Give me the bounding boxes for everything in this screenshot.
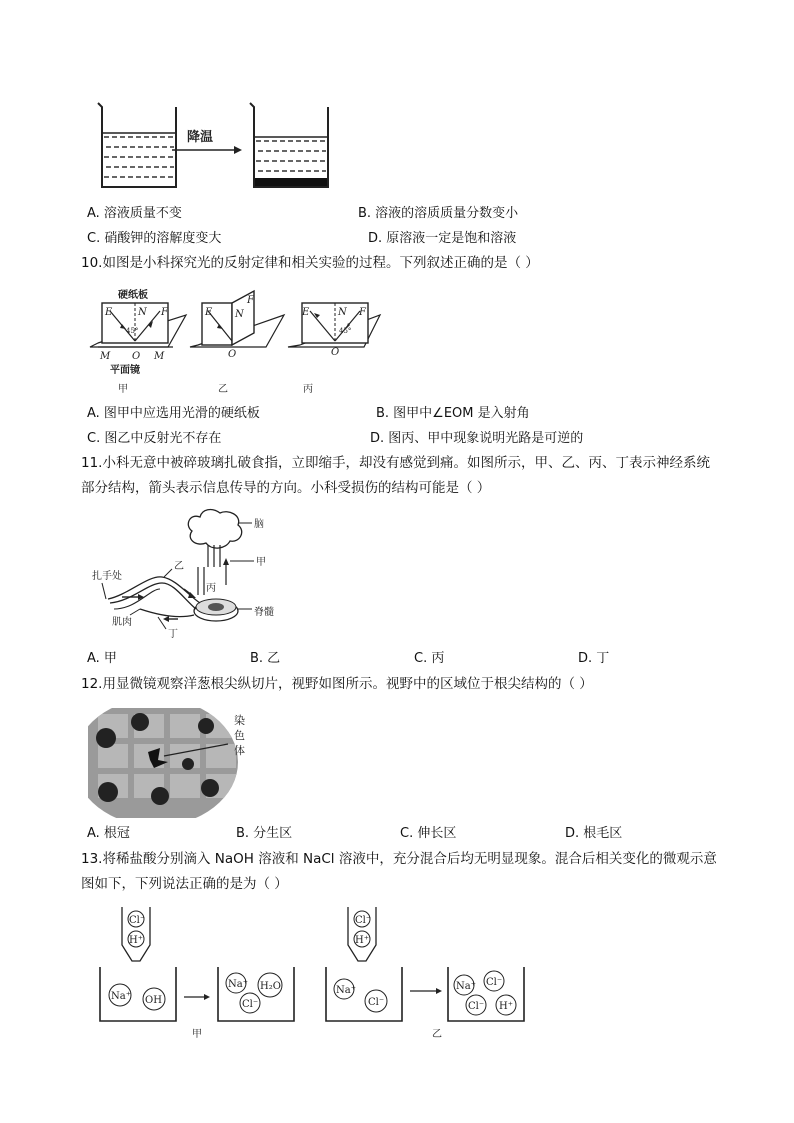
svg-text:Na⁺: Na⁺ bbox=[456, 981, 476, 992]
svg-text:O: O bbox=[331, 347, 340, 358]
q10-option-b: B. 图甲中∠EOM 是入射角 bbox=[376, 406, 530, 421]
svg-text:N: N bbox=[338, 307, 347, 318]
svg-text:H₂O: H₂O bbox=[260, 981, 281, 992]
svg-text:E: E bbox=[302, 307, 310, 318]
q9-option-b: B. 溶液的溶质质量分数变小 bbox=[358, 206, 519, 221]
svg-text:脊髓: 脊髓 bbox=[254, 607, 274, 618]
svg-text:丙: 丙 bbox=[206, 583, 216, 594]
svg-text:M: M bbox=[100, 351, 111, 362]
svg-text:H⁺: H⁺ bbox=[499, 1001, 513, 1012]
svg-text:Cl⁻: Cl⁻ bbox=[368, 997, 385, 1008]
svg-text:H⁺: H⁺ bbox=[355, 935, 369, 946]
svg-text:乙: 乙 bbox=[218, 384, 228, 395]
q9-option-c: C. 硝酸钾的溶解度变大 bbox=[87, 231, 222, 246]
q9-option-a: A. 溶液质量不变 bbox=[87, 206, 182, 221]
svg-text:丁: 丁 bbox=[168, 629, 178, 640]
svg-text:45°: 45° bbox=[339, 327, 352, 335]
crystal-precipitate bbox=[255, 178, 327, 186]
svg-text:E: E bbox=[105, 307, 113, 318]
q11-option-c: C. 丙 bbox=[414, 651, 445, 666]
svg-text:E: E bbox=[205, 307, 213, 318]
svg-text:F: F bbox=[161, 307, 168, 318]
svg-text:45°: 45° bbox=[126, 327, 139, 335]
svg-text:Cl⁻: Cl⁻ bbox=[486, 977, 503, 988]
q10-option-d: D. 图丙、甲中现象说明光路是可逆的 bbox=[370, 431, 584, 446]
svg-text:Na⁺: Na⁺ bbox=[336, 985, 356, 996]
q13-stem-line2: 图如下，下列说法正确的是为（ ） bbox=[81, 876, 288, 892]
mirror-label: 平面镜 bbox=[110, 365, 140, 376]
q12-option-b: B. 分生区 bbox=[236, 826, 293, 841]
q11-stem-line1: 11.小科无意中被碎玻璃扎破食指，立即缩手，却没有感觉到痛。如图所示，甲、乙、丙、丁表示神经系统 bbox=[81, 455, 710, 471]
q10-stem: 10.如图是小科探究光的反射定律和相关实验的过程。下列叙述正确的是（ ） bbox=[81, 255, 539, 271]
svg-text:体: 体 bbox=[234, 744, 245, 757]
muscle-label: 肌肉 bbox=[112, 617, 132, 628]
brain-shape bbox=[188, 510, 241, 549]
svg-text:染: 染 bbox=[234, 714, 245, 727]
q12-option-c: C. 伸长区 bbox=[400, 826, 457, 841]
q10-option-a: A. 图甲中应选用光滑的硬纸板 bbox=[87, 406, 260, 421]
beaker-left bbox=[98, 103, 176, 187]
q11-option-d: D. 丁 bbox=[578, 651, 610, 666]
q13-particle-figure bbox=[92, 905, 532, 1040]
q12-option-d: D. 根毛区 bbox=[565, 826, 623, 841]
svg-text:甲: 甲 bbox=[256, 557, 266, 568]
q10-reflection-figure bbox=[88, 285, 388, 400]
svg-text:Cl⁻: Cl⁻ bbox=[242, 999, 259, 1010]
svg-text:乙: 乙 bbox=[432, 1029, 442, 1040]
svg-text:O: O bbox=[228, 349, 237, 360]
q11-stem-line2: 部分结构，箭头表示信息传导的方向。小科受损伤的结构可能是（ ） bbox=[81, 480, 491, 496]
q11-option-a: A. 甲 bbox=[87, 651, 117, 666]
svg-text:N: N bbox=[138, 307, 147, 318]
svg-text:O: O bbox=[132, 351, 141, 362]
q12-microscope-figure bbox=[88, 708, 268, 818]
q10-option-c: C. 图乙中反射光不存在 bbox=[87, 431, 222, 446]
cooling-label: 降温 bbox=[187, 130, 214, 145]
svg-text:Na⁺: Na⁺ bbox=[228, 979, 248, 990]
svg-text:甲: 甲 bbox=[118, 384, 128, 395]
svg-text:脑: 脑 bbox=[254, 519, 264, 530]
q13-stem-line1: 13.将稀盐酸分别滴入 NaOH 溶液和 NaCl 溶液中，充分混合后均无明显现象。混合后相关变化的微观示意 bbox=[81, 851, 717, 867]
svg-text:M: M bbox=[154, 351, 165, 362]
q11-option-b: B. 乙 bbox=[250, 651, 281, 666]
board-label: 硬纸板 bbox=[118, 290, 148, 301]
q9-beaker-figure bbox=[80, 95, 340, 195]
q9-option-d: D. 原溶液一定是饱和溶液 bbox=[368, 231, 517, 246]
q12-option-a: A. 根冠 bbox=[87, 826, 130, 841]
svg-text:色: 色 bbox=[234, 729, 245, 742]
svg-text:丙: 丙 bbox=[303, 384, 313, 395]
svg-text:Cl⁻: Cl⁻ bbox=[355, 915, 372, 926]
svg-text:甲: 甲 bbox=[192, 1029, 202, 1040]
svg-text:Na⁺: Na⁺ bbox=[111, 991, 131, 1002]
q12-stem: 12.用显微镜观察洋葱根尖纵切片，视野如图所示。视野中的区域位于根尖结构的（ ） bbox=[81, 676, 593, 692]
svg-text:Cl⁻: Cl⁻ bbox=[468, 1001, 485, 1012]
svg-text:F: F bbox=[247, 295, 254, 306]
svg-text:N: N bbox=[235, 309, 244, 320]
beaker-right bbox=[250, 103, 328, 187]
svg-text:F: F bbox=[359, 307, 366, 318]
svg-text:乙: 乙 bbox=[174, 561, 184, 572]
svg-text:H⁺: H⁺ bbox=[129, 935, 143, 946]
q11-reflex-arc-figure bbox=[88, 505, 288, 645]
svg-text:Cl⁻: Cl⁻ bbox=[129, 915, 146, 926]
svg-text:OH: OH bbox=[145, 995, 162, 1006]
wound-label: 扎手处 bbox=[92, 571, 122, 582]
